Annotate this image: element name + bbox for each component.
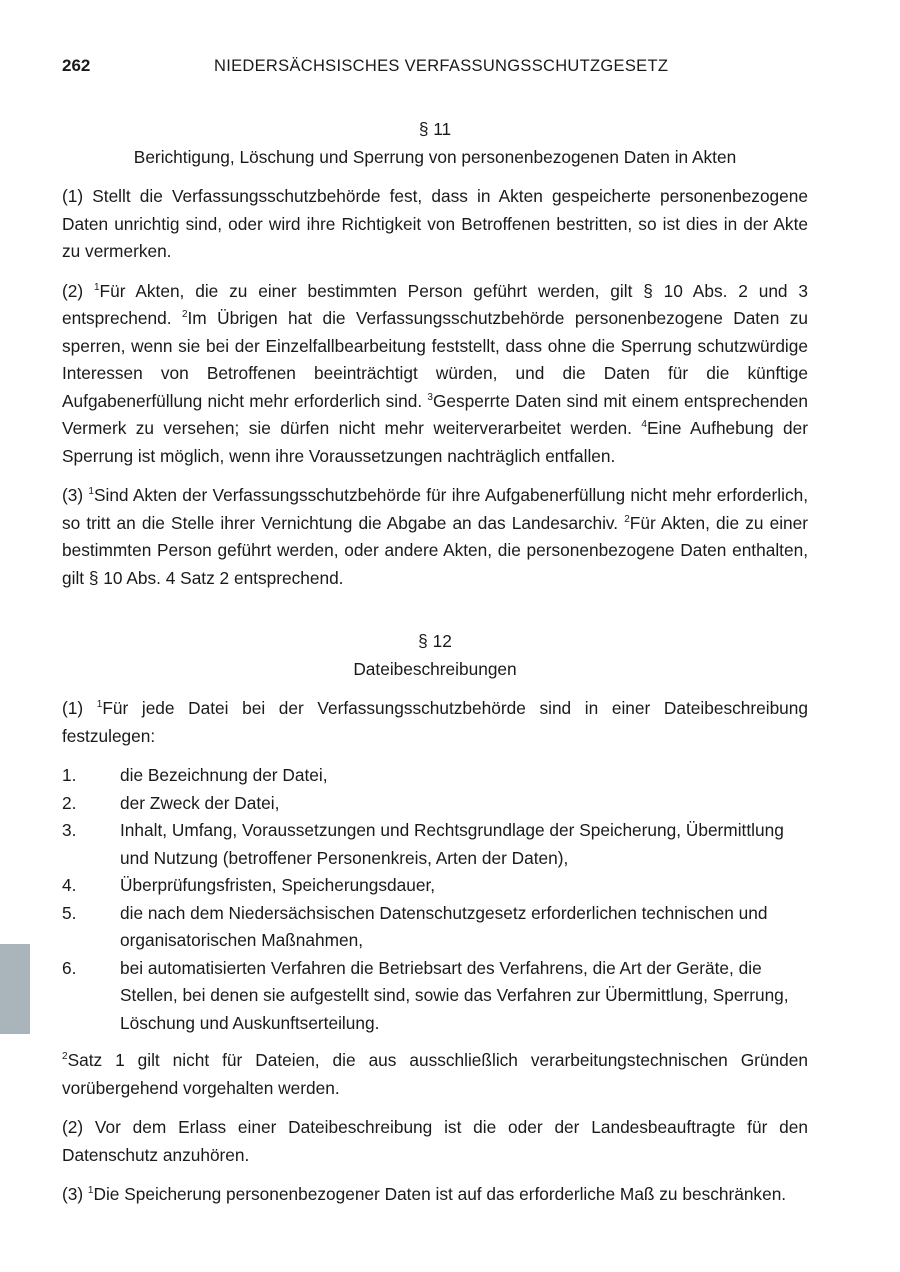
s11-paragraph-2: (2) $^1$Für Akten, die zu einer bestimmten Person geführt werden, gilt § 10 Abs. 2 und 3 entsprechend. $^2$Im Übrigen hat die Verfassungsschutzbehörde personenbezogene Daten zu sperren, wenn sie bei der Einzelfallbearbeitung feststellt, dass ohne die Sperrung schutzwürdige Interessen von Betroffenen beeinträchtigt würden, und die Daten für die künftige Aufgabenerfüllung nicht mehr erforderlich sind. $^3$Gesperrte Daten sind mit einem entsprechenden Vermerk zu versehen; sie dürfen nicht mehr weiterverarbeitet werden. $^4$Eine Aufhebung der Sperrung ist möglich, wenn ihre Voraussetzungen nachträglich entfallen. (62, 280, 809, 466)
s11-paragraph-3: (3) $^1$Sind Akten der Verfassungsschutzbehörde für ihre Aufgabenerfüllung nicht mehr erforderlich, so tritt an die Stelle ihrer Vernichtung die Abgabe an das Landesarchiv. $^2$Für Akten, die zu einer bestimmten Person geführt werden, oder andere Akten, die personenbezogene Daten enthalten, gilt § 10 Abs. 4 Satz 2 entsprechend. (62, 485, 809, 588)
running-title: NIEDERSÄCHSISCHES VERFASSUNGSSCHUTZGESETZ (214, 57, 669, 75)
section-11-heading: § 11 (418, 119, 452, 139)
s12-paragraph-1-sentence-2: $^2$Satz 1 gilt nicht für Dateien, die aus ausschließlich verarbeitungstechnischen Gründen vorübergehend vorgehalten werden. (62, 1050, 808, 1098)
list-item: 6. bei automatisierten Verfahren die Betriebsart des Verfahrens, die Art der Geräte, die Stellen, bei denen sie aufgestellt sind, sowie das Verfahren zur Übermittlung, Sperrung, Löschung und Auskunftserteilung. (62, 957, 789, 1033)
s12-paragraph-1: (1) $^1$Für jede Datei bei der Verfassungsschutzbehörde sind in einer Dateibeschreibung festzulegen: (62, 698, 809, 746)
list-item: 4. Überprüfungsfristen, Speicherungsdauer, (62, 875, 436, 895)
section-12-heading: § 12 (418, 631, 452, 651)
s12-item-list (62, 762, 808, 1037)
section-12-title: Dateibeschreibungen (353, 658, 517, 679)
thumb-index-tab (0, 944, 30, 1034)
page-number: 262 (62, 56, 91, 75)
page-body (62, 116, 808, 1221)
section-11-title: Berichtigung, Löschung und Sperrung von personenbezogenen Daten in Akten (133, 146, 737, 167)
s12-paragraph-3: (3) $^1$Die Speicherung personenbezogener Daten ist auf das erforderliche Maß zu beschränken. (62, 1184, 787, 1204)
s12-paragraph-2: (2) Vor dem Erlass einer Dateibeschreibung ist die oder der Landesbeauftragte für den Datenschutz anzuhören. (62, 1117, 808, 1165)
s11-paragraph-1: (1) Stellt die Verfassungsschutzbehörde fest, dass in Akten gespeicherte personenbezogene Daten unrichtig sind, oder wird ihre Richtigkeit von Betroffenen bestritten, so ist dies in der Akte zu vermerken. (62, 186, 808, 261)
list-item: 5. die nach dem Niedersächsischen Datenschutzgesetz erforderlichen technischen und organisatorischen Maßnahmen, (62, 902, 768, 950)
list-item: 1. die Bezeichnung der Datei, (62, 765, 328, 785)
list-item: 3. Inhalt, Umfang, Voraussetzungen und Rechtsgrundlage der Speicherung, Übermittlung und Nutzung (betroffener Personenkreis, Arten der Daten), (62, 820, 784, 868)
list-item: 2. der Zweck der Datei, (62, 792, 280, 813)
